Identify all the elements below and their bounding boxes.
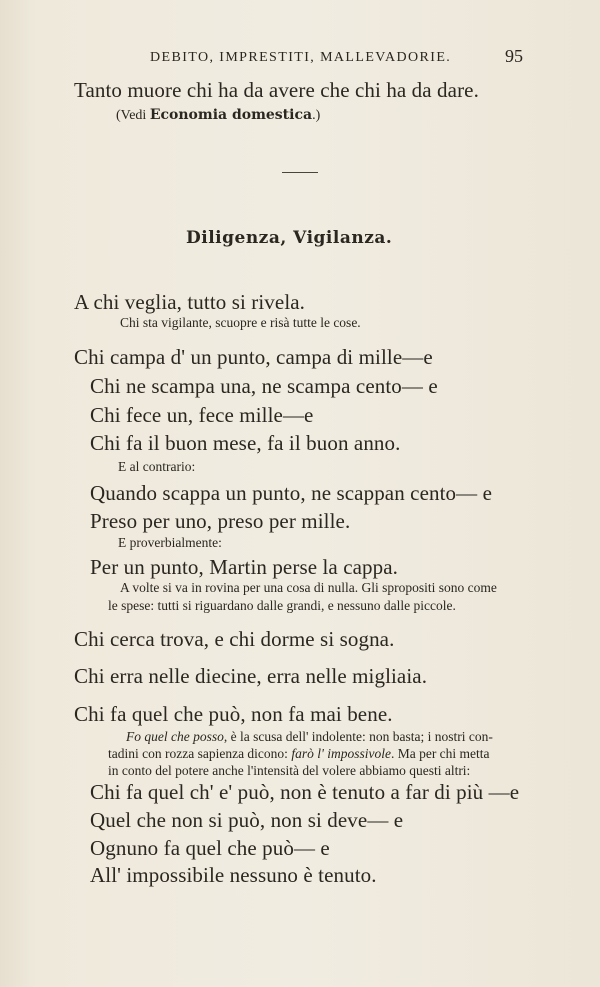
- commentary-line: A volte si va in rovina per una cosa di nulla. Gli spropositi sono come: [120, 580, 497, 595]
- proverb-line: Chi fece un, fece mille—e: [90, 403, 314, 427]
- commentary-italic: Fo quel che posso: [126, 729, 224, 744]
- running-header: DEBITO, IMPRESTITI, MALLEVADORIE.: [150, 50, 452, 65]
- proverb-line: Quando scappa un punto, ne scappan cento— e: [90, 481, 493, 505]
- commentary-line: Chi sta vigilante, scuopre e risà tutte le cose.: [120, 315, 361, 330]
- commentary-text: tadini con rozza sapienza dicono:: [108, 746, 292, 761]
- proverb-line: Chi campa d' un punto, campa di mille—e: [74, 345, 433, 369]
- commentary-line: E al contrario:: [118, 459, 196, 474]
- proverb-line: All' impossibile nessuno è tenuto.: [90, 863, 377, 887]
- commentary-text: , è la scusa dell' indolente: non basta; i nostri con-: [223, 729, 493, 744]
- commentary-text: . Ma per chi metta: [390, 746, 490, 761]
- commentary-line: E proverbialmente:: [118, 535, 222, 550]
- commentary-line: [108, 746, 490, 762]
- page-number: 95: [505, 46, 523, 66]
- proverb-line: Chi fa quel che può, non fa mai bene.: [74, 702, 393, 726]
- proverb-line: Tanto muore chi ha da avere che chi ha da dare.: [74, 78, 479, 102]
- section-title: Diligenza, Vigilanza.: [186, 228, 393, 248]
- see-prefix: (Vedi: [116, 108, 150, 123]
- proverb-line: Chi erra nelle diecine, erra nelle migliaia.: [74, 664, 428, 688]
- proverb-line: Ognuno fa quel che può— e: [90, 836, 330, 860]
- proverb-line: Chi cerca trova, e chi dorme si sogna.: [74, 627, 395, 651]
- section-divider: [282, 172, 318, 173]
- see-suffix: .): [312, 108, 321, 123]
- proverb-line: Chi fa quel ch' e' può, non è tenuto a far di più —e: [90, 780, 520, 804]
- commentary-italic: farò l' impossivole: [291, 746, 391, 761]
- proverb-line: Quel che non si può, non si deve— e: [90, 808, 404, 832]
- proverb-line: A chi veglia, tutto si rivela.: [74, 290, 306, 314]
- proverb-line: Per un punto, Martin perse la cappa.: [90, 555, 399, 579]
- see-also-note: [116, 107, 320, 124]
- proverb-line: Chi ne scampa una, ne scampa cento— e: [90, 374, 438, 398]
- proverb-line: Chi fa il buon mese, fa il buon anno.: [90, 431, 401, 455]
- proverb-line: Preso per uno, preso per mille.: [90, 509, 351, 533]
- commentary-line: [126, 729, 493, 745]
- see-reference: Economia domestica: [149, 107, 313, 123]
- commentary-line: le spese: tutti si riguardano dalle grandi, e nessuno dalle piccole.: [108, 598, 456, 613]
- commentary-line: in conto del potere anche l'intensità del volere abbiamo questi altri:: [108, 763, 471, 778]
